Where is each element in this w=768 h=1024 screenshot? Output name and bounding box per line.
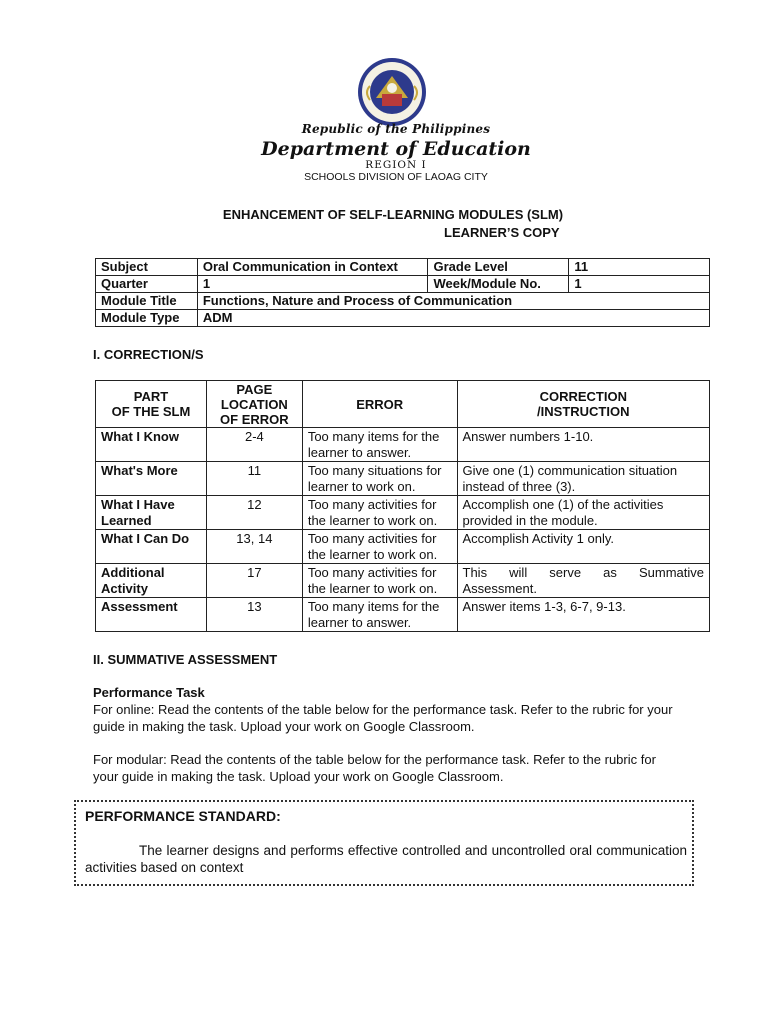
- part-cell: What I Can Do: [96, 530, 207, 564]
- part-cell: What I Have Learned: [96, 496, 207, 530]
- module-title-value: Functions, Nature and Process of Communication: [197, 293, 709, 310]
- correction-cell: Answer items 1-3, 6-7, 9-13.: [457, 598, 709, 632]
- page-cell: 17: [206, 564, 302, 598]
- document-title: ENHANCEMENT OF SELF-LEARNING MODULES (SLM): [222, 207, 564, 222]
- module-type-value: ADM: [197, 310, 709, 327]
- correction-cell: Give one (1) communication situation instead of three (3).: [457, 462, 709, 496]
- table-row: [96, 428, 710, 462]
- department-line: Department of Education: [261, 138, 531, 160]
- performance-standard-text: The learner designs and performs effective controlled and uncontrolled oral communication activities based on context: [85, 843, 687, 875]
- subject-value: Oral Communication in Context: [197, 259, 428, 276]
- letterhead: [0, 118, 768, 183]
- header-page: [206, 381, 302, 428]
- page-cell: 12: [206, 496, 302, 530]
- error-cell: Too many items for the learner to answer.: [302, 598, 457, 632]
- grade-value: 11: [569, 259, 710, 276]
- module-type-label: Module Type: [96, 310, 198, 327]
- table-row: [96, 259, 710, 276]
- document-subtitle: LEARNER’S COPY: [444, 225, 560, 240]
- header-part-line1: PART: [133, 389, 169, 404]
- table-row: [96, 530, 710, 564]
- corrections-table: [95, 380, 710, 632]
- online-instructions: For online: Read the contents of the table below for the performance task. Refer to the rubric for your guide in making the task. Upload your work on Google Classroom.: [93, 702, 673, 734]
- correction-cell: Accomplish one (1) of the activities provided in the module.: [457, 496, 709, 530]
- table-header-row: [96, 381, 710, 428]
- quarter-value: 1: [197, 276, 428, 293]
- module-title-label: Module Title: [96, 293, 198, 310]
- quarter-label: Quarter: [96, 276, 198, 293]
- performance-task-heading: Performance Task: [93, 685, 205, 700]
- page-cell: 13: [206, 598, 302, 632]
- week-value: 1: [569, 276, 710, 293]
- table-row: [96, 293, 710, 310]
- header-page-line1: PAGE: [236, 381, 273, 397]
- section-heading-summative: II. SUMMATIVE ASSESSMENT: [93, 652, 278, 667]
- error-cell: Too many items for the learner to answer.: [302, 428, 457, 462]
- region-line: REGION I: [365, 159, 427, 171]
- header-part-line2: OF THE SLM: [111, 404, 191, 419]
- performance-standard-box: [74, 800, 694, 886]
- header-error: ERROR: [302, 381, 457, 428]
- header-page-line3: OF ERROR: [220, 411, 289, 427]
- header-correction-line2: /INSTRUCTION: [537, 404, 630, 419]
- division-line: SCHOOLS DIVISION OF LAOAG CITY: [304, 171, 488, 183]
- error-cell: Too many activities for the learner to work on.: [302, 564, 457, 598]
- table-row: [96, 564, 710, 598]
- part-cell: What's More: [96, 462, 207, 496]
- part-cell: Assessment: [96, 598, 207, 632]
- modular-instructions: For modular: Read the contents of the table below for the performance task. Refer to the rubric for your guide in making the task. Upload your work on Google Classroom.: [93, 752, 656, 784]
- header-correction: [457, 381, 709, 428]
- error-cell: Too many activities for the learner to work on.: [302, 496, 457, 530]
- header-part: [96, 381, 207, 428]
- table-row: [96, 462, 710, 496]
- correction-cell: Answer numbers 1-10.: [457, 428, 709, 462]
- header-page-line2: LOCATION: [220, 396, 288, 412]
- section-heading-corrections: I. CORRECTION/S: [93, 347, 204, 362]
- performance-standard-title: PERFORMANCE STANDARD:: [85, 808, 281, 824]
- page-cell: 11: [206, 462, 302, 496]
- subject-label: Subject: [96, 259, 198, 276]
- header-correction-line1: CORRECTION: [539, 389, 627, 404]
- republic-line: Republic of the Philippines: [301, 122, 491, 136]
- table-row: [96, 598, 710, 632]
- correction-cell: Accomplish Activity 1 only.: [457, 530, 709, 564]
- part-cell: What I Know: [96, 428, 207, 462]
- page-cell: 2-4: [206, 428, 302, 462]
- part-cell: Additional Activity: [96, 564, 207, 598]
- module-info-table: [95, 258, 710, 327]
- error-cell: Too many activities for the learner to work on.: [302, 530, 457, 564]
- correction-cell: This will serve as Summative Assessment.: [457, 564, 709, 598]
- page-cell: 13, 14: [206, 530, 302, 564]
- error-cell: Too many situations for learner to work on.: [302, 462, 457, 496]
- table-row: [96, 496, 710, 530]
- table-row: [96, 276, 710, 293]
- table-row: [96, 310, 710, 327]
- week-label: Week/Module No.: [428, 276, 569, 293]
- grade-label: Grade Level: [428, 259, 569, 276]
